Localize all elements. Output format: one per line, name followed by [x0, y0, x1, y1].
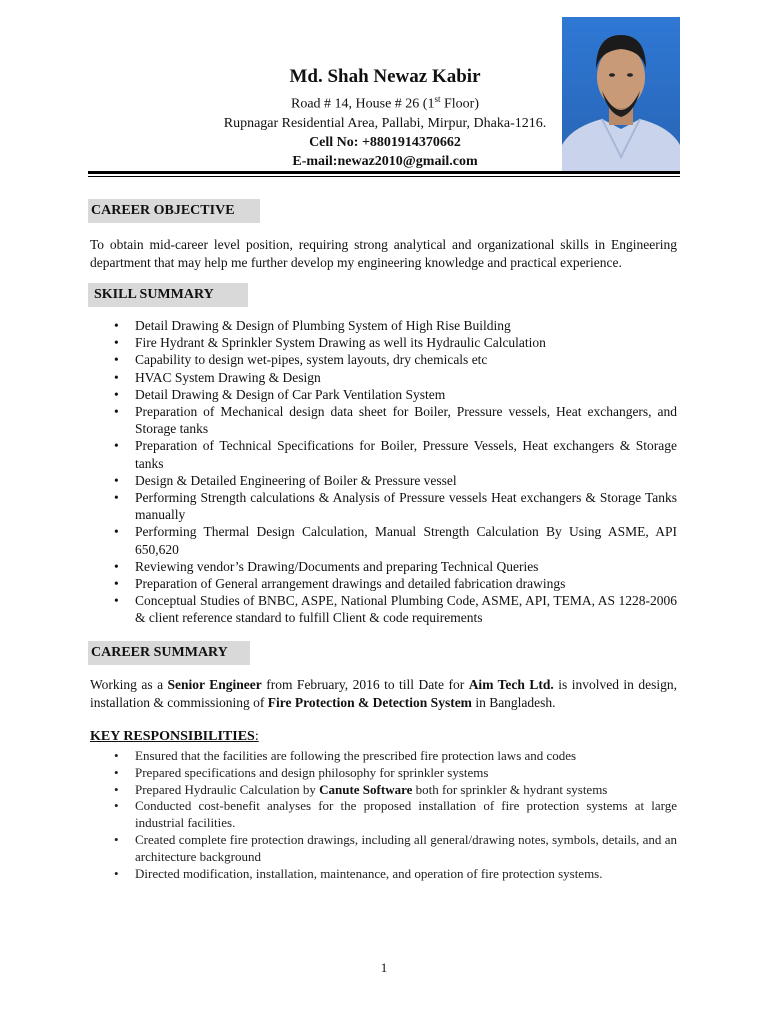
- skill-item: • Preparation of Mechanical design data sheet for Boiler, Pressure vessels, Heat exchangers, and Storage tanks: [114, 404, 677, 437]
- skill-item: • Detail Drawing & Design of Car Park Ventilation System: [114, 386, 446, 402]
- skill-item: • Design & Detailed Engineering of Boiler & Pressure vessel: [114, 472, 457, 488]
- skill-item: • Reviewing vendor’s Drawing/Documents and preparing Technical Queries: [114, 558, 539, 574]
- list-item: • Created complete fire protection drawings, including all general/drawing notes, symbols, details, and an architecture background: [114, 831, 677, 864]
- key-responsibilities-heading: KEY RESPONSIBILITIES:: [90, 729, 259, 744]
- skill-item: • Preparation of Technical Specifications for Boiler, Pressure Vessels, Heat exchangers & Storage tanks: [114, 438, 677, 471]
- career-summary-text: Working as a Senior Engineer from February, 2016 to till Date for Aim Tech Ltd. is involved in design, installation & commissioning of Fire Protection & Detection System in Bangladesh.: [90, 677, 677, 710]
- skill-item: • Detail Drawing & Design of Plumbing System of High Rise Building: [114, 318, 511, 333]
- skill-item: • Performing Strength calculations & Analysis of Pressure vessels Heat exchangers & Storage Tanks manually: [114, 490, 677, 523]
- skill-item: • Fire Hydrant & Sprinkler System Drawing as well its Hydraulic Calculation: [114, 335, 546, 351]
- list-item: • Conducted cost-benefit analyses for the proposed installation of fire protection systems at large industrial facilities.: [114, 798, 677, 831]
- responsibility-list: [114, 748, 677, 882]
- list-item: • Directed modification, installation, maintenance, and operation of fire protection systems.: [114, 865, 603, 881]
- section-heading-career-summary: CAREER SUMMARY: [88, 641, 250, 665]
- profile-photo: [562, 17, 680, 173]
- skill-item: • Capability to design wet-pipes, system layouts, dry chemicals etc: [114, 352, 488, 368]
- header-divider: [88, 171, 680, 174]
- page-number: 1: [380, 960, 388, 975]
- list-item: • Ensured that the facilities are following the prescribed fire protection laws and codes: [114, 748, 577, 763]
- section-heading-career-objective: CAREER OBJECTIVE: [88, 199, 260, 223]
- resume-header: [190, 64, 580, 171]
- address-line-1: Road # 14, House # 26 (1st Floor): [290, 94, 479, 112]
- section-heading-skill-summary: SKILL SUMMARY: [88, 283, 248, 307]
- header-divider-thin: [88, 176, 680, 177]
- list-item: • Prepared specifications and design philosophy for sprinkler systems: [114, 764, 489, 780]
- skill-list: [114, 317, 677, 627]
- skill-item: • Preparation of General arrangement drawings and detailed fabrication drawings: [114, 576, 566, 592]
- address-line-2: Rupnagar Residential Area, Pallabi, Mirpur, Dhaka-1216.: [223, 115, 547, 131]
- skill-item: • HVAC System Drawing & Design: [114, 369, 321, 385]
- candidate-name: Md. Shah Newaz Kabir: [289, 66, 481, 87]
- career-objective-text: To obtain mid-career level position, requiring strong analytical and organizational skills in Engineering department that may help me further develop my engineering knowledge and practical experience.: [90, 237, 677, 270]
- email-address: E-mail:newaz2010@gmail.com: [292, 153, 478, 169]
- skill-item: • Performing Thermal Design Calculation, Manual Strength Calculation By Using ASME, API 650,620: [114, 524, 677, 557]
- cell-number: Cell No: +8801914370662: [309, 134, 461, 150]
- list-item: • Prepared Hydraulic Calculation by Canute Software both for sprinkler & hydrant systems: [114, 781, 608, 797]
- skill-item: • Conceptual Studies of BNBC, ASPE, National Plumbing Code, ASME, API, TEMA, AS 1228-2006 & client reference standard to fulfill Client & code requirements: [114, 593, 677, 626]
